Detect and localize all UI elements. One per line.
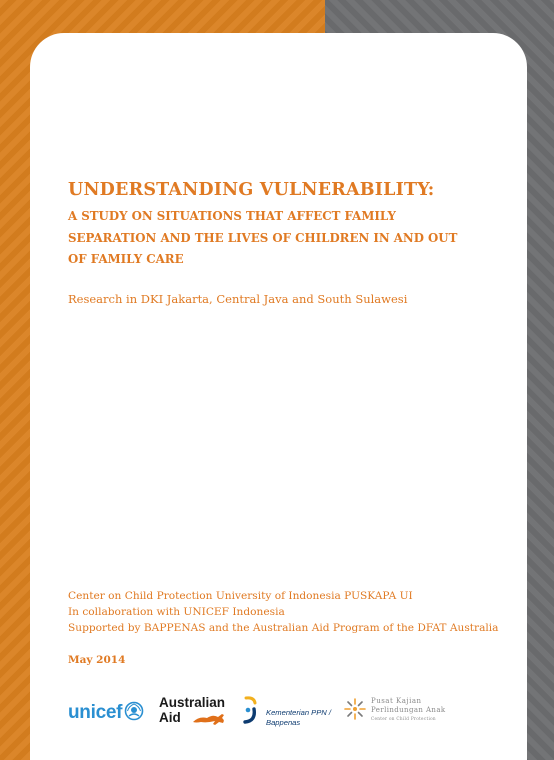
puskapa-star-icon — [343, 697, 367, 725]
subtitle-line: SEPARATION AND THE LIVES OF CHILDREN IN AND OUT — [68, 230, 458, 245]
puskapa-logo — [343, 697, 446, 725]
bappenas-swoosh-icon — [240, 695, 262, 729]
research-locations: Research in DKI Jakarta, Central Java and South Sulawesi — [68, 292, 408, 306]
cover-card — [30, 33, 527, 760]
credit-line: Center on Child Protection University of Indonesia PUSKAPA UI — [68, 590, 413, 602]
bappenas-line: Bappenas — [266, 718, 301, 727]
subtitle-line: A STUDY ON SITUATIONS THAT AFFECT FAMILY — [68, 209, 396, 223]
puskapa-line: Pusat Kajian — [371, 697, 422, 705]
report-title: UNDERSTANDING VULNERABILITY: — [68, 180, 435, 200]
puskapa-line: Perlindungan Anak — [371, 706, 446, 714]
unicef-wordmark: unicef — [68, 702, 123, 723]
credits-block — [68, 588, 538, 636]
publication-date: May 2014 — [68, 654, 126, 666]
report-subtitle — [68, 206, 508, 271]
unicef-logo — [68, 701, 144, 725]
australian-aid-logo — [159, 695, 225, 725]
bappenas-logo — [240, 695, 331, 729]
credit-line: In collaboration with UNICEF Indonesia — [68, 606, 285, 618]
bappenas-wordmark — [266, 708, 331, 728]
kangaroo-icon — [191, 711, 231, 730]
australian-aid-line: Australian — [159, 695, 226, 710]
subtitle-line: OF FAMILY CARE — [68, 252, 184, 266]
credit-line: Supported by BAPPENAS and the Australian Aid Program of the DFAT Australia — [68, 622, 499, 634]
puskapa-line: Center on Child Protection — [371, 716, 436, 721]
australian-aid-line: Aid — [159, 710, 181, 725]
bappenas-line: Kementerian PPN / — [266, 708, 331, 717]
unicef-globe-icon — [124, 701, 144, 725]
puskapa-wordmark — [371, 697, 446, 722]
